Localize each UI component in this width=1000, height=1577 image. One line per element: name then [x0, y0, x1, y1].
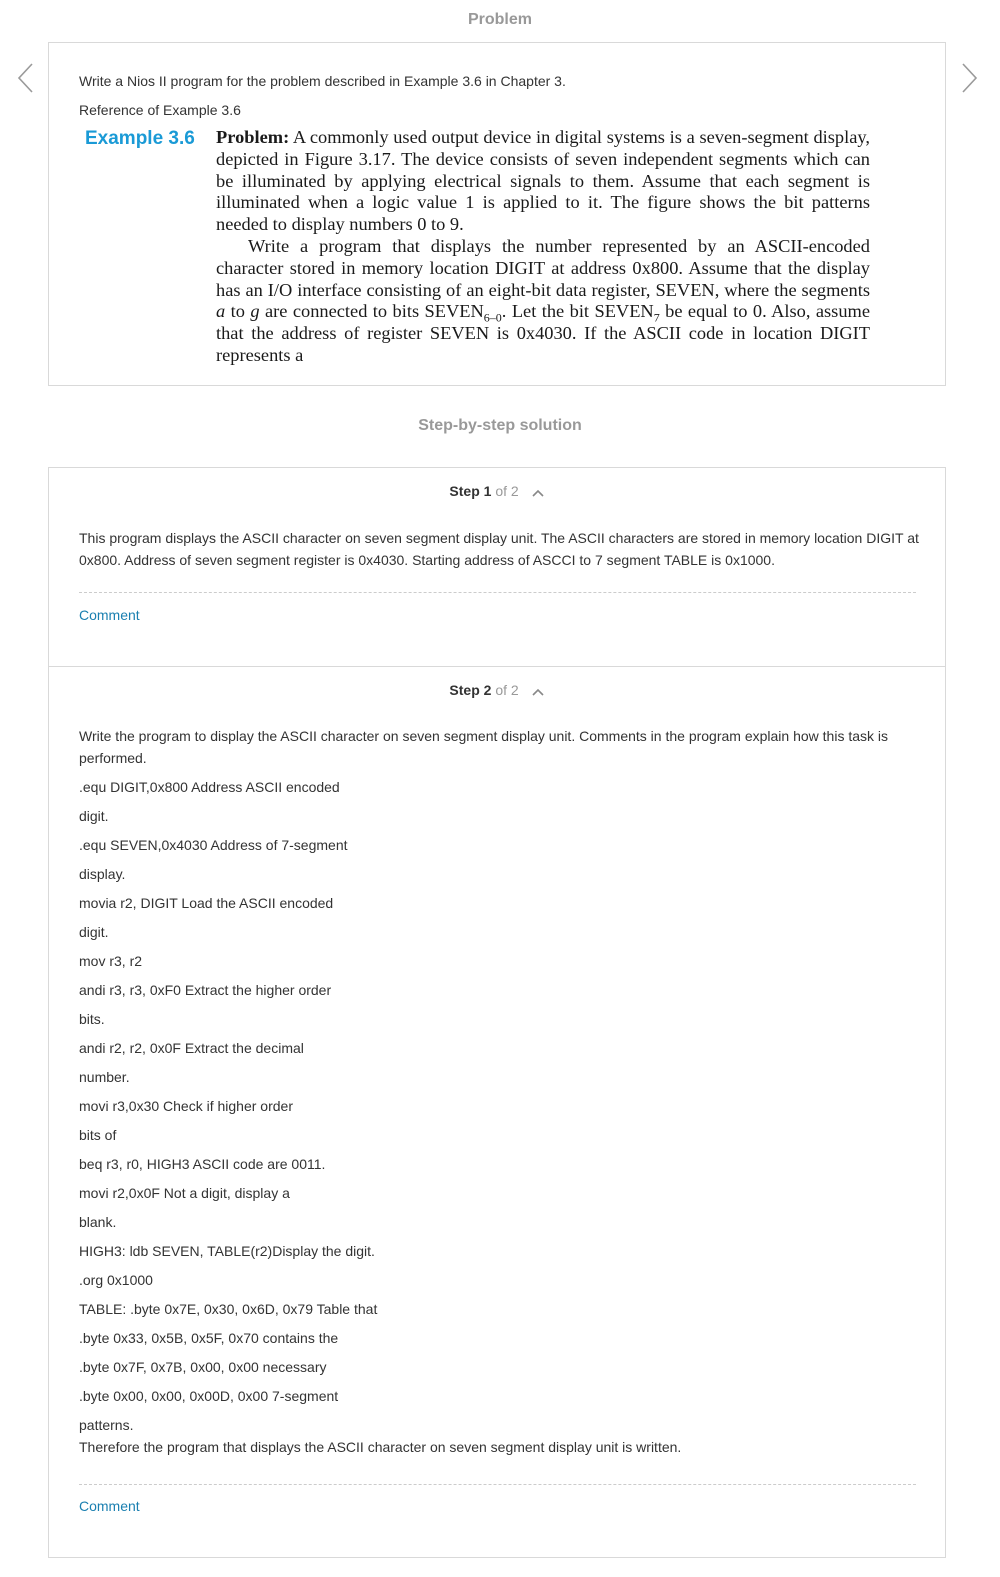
code-line: beq r3, r0, HIGH3 ASCII code are 0011. — [79, 1156, 326, 1172]
example-lead: Problem: — [216, 127, 290, 147]
step-1 — [49, 468, 945, 666]
code-line: .org 0x1000 — [79, 1272, 153, 1288]
example-para2-text-b: are connected to bits SEVEN — [259, 301, 484, 322]
step-2-intro: Write the program to display the ASCII character on seven segment display unit. Comments in the program explain how this task is performed. — [79, 728, 889, 766]
problem-statement: Write a Nios II program for the problem described in Example 3.6 in Chapter 3. — [79, 73, 566, 89]
chevron-up-icon[interactable] — [531, 684, 545, 694]
step-2-header[interactable] — [49, 682, 945, 698]
step-2-label: Step 2 — [449, 682, 492, 698]
chevron-up-icon[interactable] — [531, 485, 545, 495]
example-para2-to: to — [225, 301, 251, 322]
code-line: HIGH3: ldb SEVEN, TABLE(r2)Display the digit. — [79, 1243, 375, 1259]
code-line: movi r2,0x0F Not a digit, display a — [79, 1185, 290, 1201]
chevron-right-icon[interactable] — [953, 60, 983, 96]
seven-subscript-7: 7 — [653, 311, 660, 326]
segment-g: g — [250, 301, 260, 322]
code-line: display. — [79, 866, 126, 882]
code-line: blank. — [79, 1214, 117, 1230]
code-line: .byte 0x7F, 0x7B, 0x00, 0x00 necessary — [79, 1359, 327, 1375]
step-2-body — [79, 725, 919, 1458]
example-para1-text: A commonly used output device in digital systems is a seven-segment display, depicted in Figure 3.17. The device consists of seven independent segments which can be illuminated by applying electrical signals to them. Assume that each segment is illuminated when a logic value 1 is applied to it. The figure shows the bit patterns needed to display numbers 0 to 9. — [216, 127, 870, 235]
code-line: number. — [79, 1069, 130, 1085]
solution-section-title: Step-by-step solution — [418, 417, 582, 434]
code-line: bits of — [79, 1127, 117, 1143]
code-line: andi r3, r3, 0xF0 Extract the higher order — [79, 982, 332, 998]
step-2-divider — [79, 1484, 916, 1485]
example-paragraph-1 — [216, 127, 870, 236]
code-line: andi r2, r2, 0x0F Extract the decimal — [79, 1040, 304, 1056]
step-1-divider — [79, 592, 916, 593]
problem-reference: Reference of Example 3.6 — [79, 102, 241, 118]
example-para2-text-c: . Let the bit SEVEN — [501, 301, 654, 322]
step-2-comment-link[interactable]: Comment — [79, 1498, 140, 1514]
example-label: Example 3.6 — [85, 128, 195, 149]
step-2-conclusion: Therefore the program that displays the ASCII character on seven segment display unit is written. — [79, 1439, 682, 1455]
step-1-label: Step 1 — [449, 483, 492, 499]
segment-a: a — [216, 301, 226, 322]
example-paragraph-2 — [216, 236, 870, 367]
step-1-comment-link[interactable]: Comment — [79, 607, 140, 623]
code-line: digit. — [79, 808, 109, 824]
code-line: mov r3, r2 — [79, 953, 143, 969]
code-line: .equ SEVEN,0x4030 Address of 7-segment — [79, 837, 348, 853]
code-line: .byte 0x33, 0x5B, 0x5F, 0x70 contains the — [79, 1330, 339, 1346]
code-line: bits. — [79, 1011, 105, 1027]
step-1-header[interactable] — [49, 483, 945, 499]
example-text — [216, 127, 870, 367]
step-1-count: of 2 — [495, 483, 519, 499]
solution-card — [48, 467, 946, 1558]
step-2-code — [79, 776, 919, 1443]
code-line: patterns. — [79, 1417, 134, 1433]
code-line: movia r2, DIGIT Load the ASCII encoded — [79, 895, 334, 911]
step-1-text: This program displays the ASCII character on seven segment display unit. The ASCII characters are stored in memory location DIGIT at 0x800. Address of seven segment register is 0x4030. Starting address of ASCCI to 7 segment TABLE is 0x1000. — [79, 530, 919, 568]
code-line: TABLE: .byte 0x7E, 0x30, 0x6D, 0x79 Table that — [79, 1301, 378, 1317]
example-para2-text-a: Write a program that displays the number represented by an ASCII-encoded character stored in memory location DIGIT at address 0x800. Assume that the display has an I/O interface consisting of an eight-bit data register, SEVEN, where the segments — [216, 235, 870, 300]
step-2-count: of 2 — [495, 682, 519, 698]
problem-card — [48, 42, 946, 386]
chevron-left-icon[interactable] — [12, 60, 42, 96]
code-line: digit. — [79, 924, 109, 940]
problem-section-title: Problem — [467, 11, 532, 28]
code-line: .equ DIGIT,0x800 Address ASCII encoded — [79, 779, 340, 795]
step-2 — [49, 666, 945, 1558]
code-line: movi r3,0x30 Check if higher order — [79, 1098, 293, 1114]
code-line: .byte 0x00, 0x00, 0x00D, 0x00 7-segment — [79, 1388, 339, 1404]
seven-subscript-range: 6–0 — [483, 311, 502, 326]
example-para2-text-d: be equal to 0. Also, assume that the address of register SEVEN is 0x4030. If the ASCII code in location DIGIT represents a — [216, 301, 870, 365]
